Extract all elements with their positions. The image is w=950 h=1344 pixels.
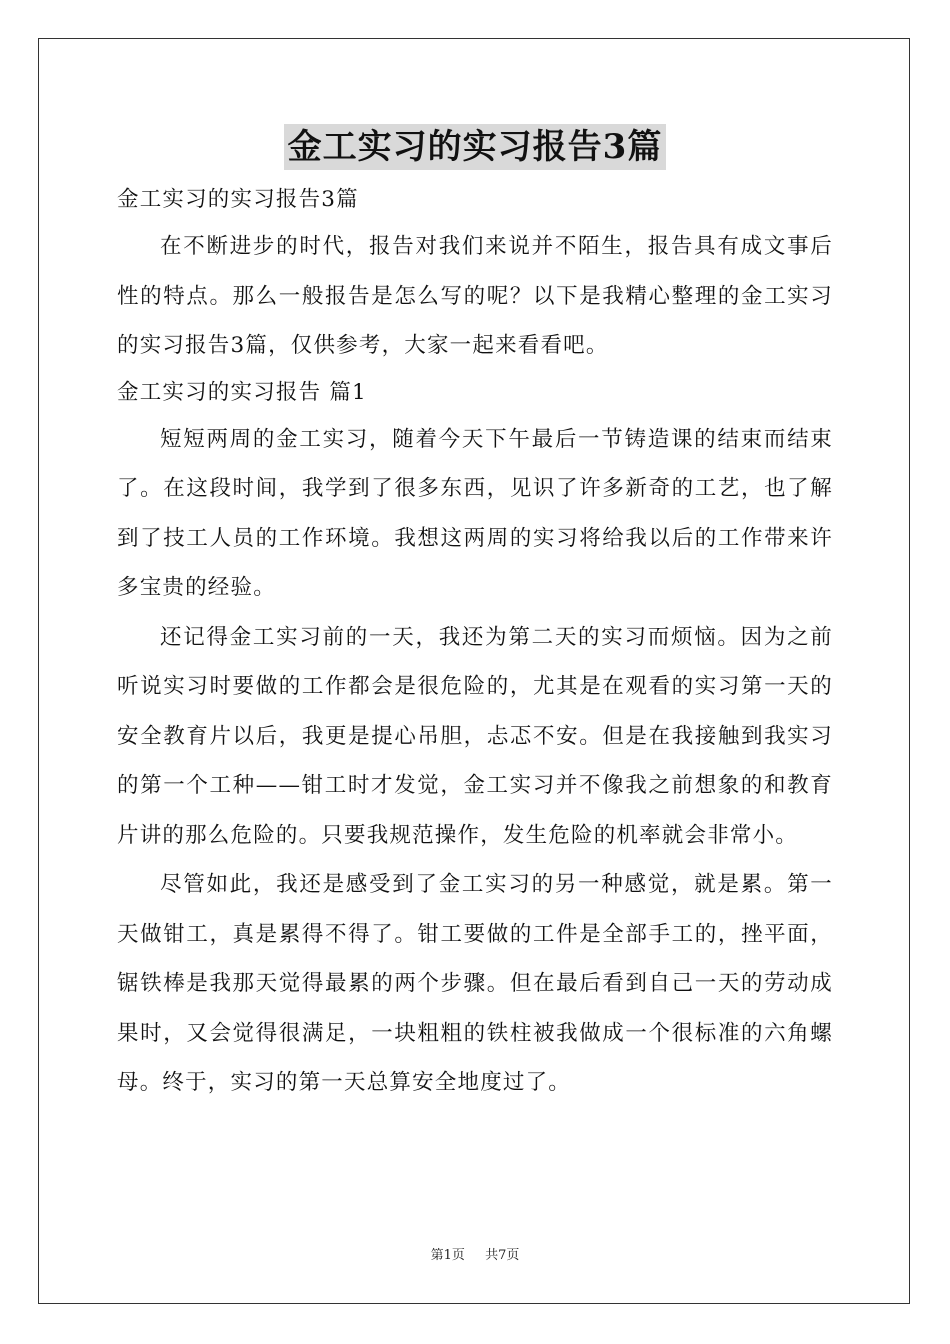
- section-heading: 金工实习的实习报告 篇1: [117, 379, 367, 405]
- body-paragraph-3: 尽管如此，我还是感受到了金工实习的另一种感觉，就是累。第一天做钳工，真是累得不得了。钳工要做的工件是全部手工的，挫平面，锯铁棒是我那天觉得最累的两个步骤。但在最后看到自己一天的劳动成果时，又会觉得很满足，一块粗粗的铁柱被我做成一个很标准的六角螺母。终于，实习的第一天总算安全地度过了。: [117, 872, 833, 1095]
- page-total: 共7页: [485, 1248, 520, 1263]
- document-body: [117, 178, 833, 1108]
- title-block: [0, 124, 950, 170]
- page-number: 第1页: [430, 1248, 465, 1263]
- body-paragraph-1: 短短两周的金工实习，随着今天下午最后一节铸造课的结束而结束了。在这段时间，我学到了很多东西，见识了许多新奇的工艺，也了解到了技工人员的工作环境。我想这两周的实习将给我以后的工作带来许多宝贵的经验。: [117, 426, 833, 600]
- document-title: 金工实习的实习报告3篇: [284, 124, 667, 170]
- body-paragraph-2: 还记得金工实习前的一天，我还为第二天的实习而烦恼。因为之前听说实习时要做的工作都会是很危险的，尤其是在观看的实习第一天的安全教育片以后，我更是提心吊胆，忐忑不安。但是在我接触到我实习的第一个工种——钳工时才发觉，金工实习并不像我之前想象的和教育片讲的那么危险的。只要我规范操作，发生危险的机率就会非常小。: [117, 624, 833, 848]
- page-footer: [0, 1244, 950, 1263]
- document-subtitle: 金工实习的实习报告3篇: [117, 187, 359, 212]
- intro-paragraph: 在不断进步的时代，报告对我们来说并不陌生，报告具有成文事后性的特点。那么一般报告是怎么写的呢？以下是我精心整理的金工实习的实习报告3篇，仅供参考，大家一起来看看吧。: [117, 234, 833, 358]
